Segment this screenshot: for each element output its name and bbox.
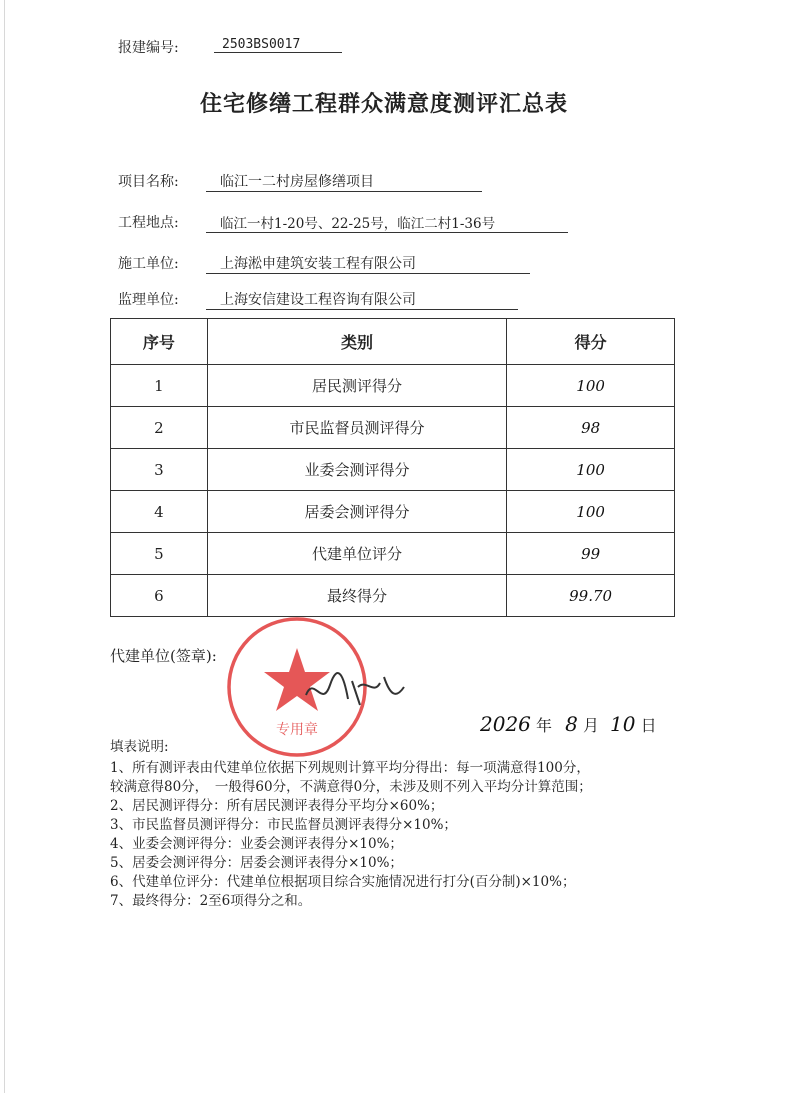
- row-score-handwritten: 100: [507, 491, 675, 533]
- row-no: 1: [111, 365, 208, 407]
- page-title: 住宅修缮工程群众满意度测评汇总表: [200, 92, 569, 117]
- date-month: 8: [565, 712, 578, 736]
- sign-date: [480, 712, 657, 736]
- field-value-project: 临江一二村房屋修缮项目: [206, 171, 482, 192]
- instruction-item: 3、市民监督员测评得分：市民监督员测评表得分×10%；: [110, 817, 457, 833]
- table-row: [111, 407, 675, 449]
- field-label-project: 项目名称:: [118, 174, 179, 190]
- row-score-handwritten: 99: [507, 533, 675, 575]
- field-label-contractor: 施工单位:: [118, 256, 179, 272]
- scan-edge: [4, 0, 5, 1093]
- handwritten-signature: [300, 665, 410, 715]
- row-no: 5: [111, 533, 208, 575]
- table-row: [111, 449, 675, 491]
- row-category: 代建单位评分: [207, 533, 506, 575]
- svg-text:专用章: 专用章: [276, 722, 318, 738]
- row-score-handwritten: 100: [507, 365, 675, 407]
- instruction-item: 5、居委会测评得分：居委会测评表得分×10%；: [110, 855, 403, 871]
- row-no: 4: [111, 491, 208, 533]
- report-no-label: 报建编号:: [118, 40, 179, 56]
- date-day: 10: [610, 712, 636, 736]
- date-day-unit: 日: [640, 716, 657, 735]
- instruction-item: 7、最终得分：2至6项得分之和。: [110, 893, 312, 909]
- instructions-heading: 填表说明:: [110, 739, 169, 755]
- table-row: [111, 575, 675, 617]
- table-row: [111, 365, 675, 407]
- score-table: [110, 318, 675, 617]
- instruction-item: 4、业委会测评得分：业委会测评表得分×10%；: [110, 836, 403, 852]
- instruction-item: 1、所有测评表由代建单位依据下列规则计算平均分得出：每一项满意得100分，: [110, 760, 590, 776]
- row-no: 6: [111, 575, 208, 617]
- row-category: 居民测评得分: [207, 365, 506, 407]
- row-no: 3: [111, 449, 208, 491]
- date-year: 2026: [480, 712, 531, 736]
- row-category: 最终得分: [207, 575, 506, 617]
- date-month-unit: 月: [582, 716, 599, 735]
- instruction-item: 较满意得80分， 一般得60分，不满意得0分，未涉及则不列入平均分计算范围；: [110, 779, 592, 795]
- header-score: 得分: [507, 319, 675, 365]
- row-no: 2: [111, 407, 208, 449]
- date-year-unit: 年: [536, 716, 553, 735]
- row-category: 市民监督员测评得分: [207, 407, 506, 449]
- table-row: [111, 491, 675, 533]
- instruction-item: 2、居民测评得分：所有居民测评表得分平均分×60%；: [110, 798, 444, 814]
- row-score-handwritten: 99.70: [507, 575, 675, 617]
- signature-label: 代建单位(签章):: [110, 647, 217, 665]
- row-score-handwritten: 98: [507, 407, 675, 449]
- header-no: 序号: [111, 319, 208, 365]
- table-row: [111, 533, 675, 575]
- field-value-location: 临江一村1-20号、22-25号，临江二村1-36号: [206, 212, 568, 233]
- row-category: 居委会测评得分: [207, 491, 506, 533]
- field-label-supervisor: 监理单位:: [118, 292, 179, 308]
- field-value-contractor: 上海淞申建筑安装工程有限公司: [206, 253, 530, 274]
- header-category: 类别: [207, 319, 506, 365]
- field-value-supervisor: 上海安信建设工程咨询有限公司: [206, 289, 518, 310]
- instructions: [110, 738, 670, 911]
- row-category: 业委会测评得分: [207, 449, 506, 491]
- instruction-item: 6、代建单位评分：代建单位根据项目综合实施情况进行打分(百分制)×10%；: [110, 874, 576, 890]
- row-score-handwritten: 100: [507, 449, 675, 491]
- field-label-location: 工程地点:: [118, 215, 179, 231]
- table-header-row: [111, 319, 675, 365]
- report-no-value: 2503BS0017: [214, 37, 342, 53]
